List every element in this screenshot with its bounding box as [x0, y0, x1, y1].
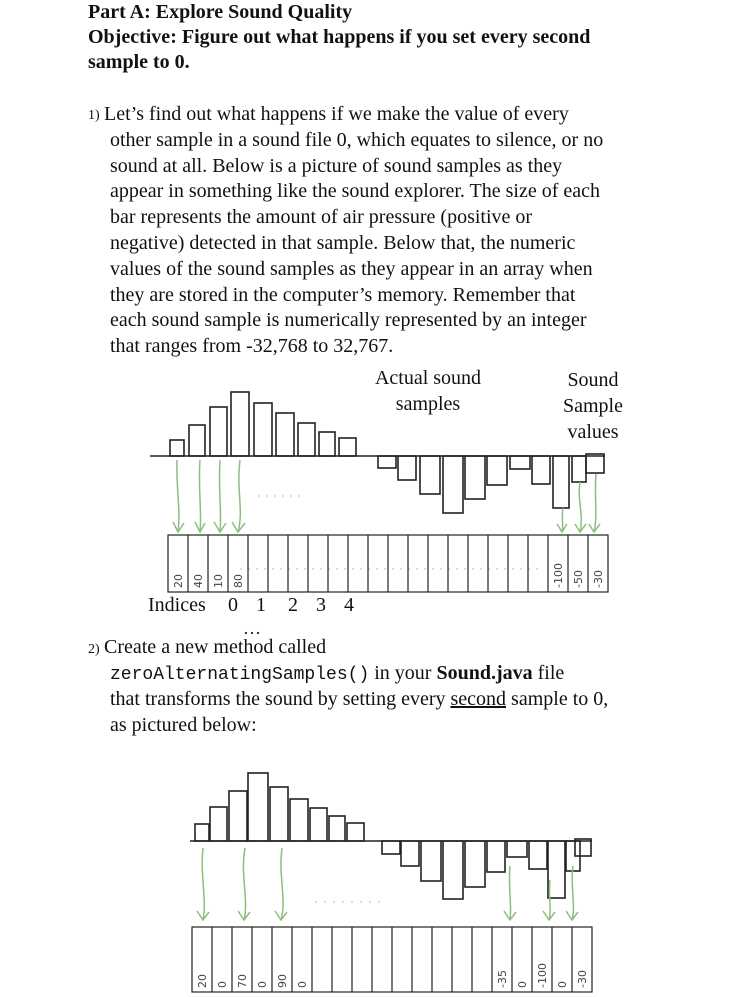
- sample-bar: [382, 841, 400, 854]
- sample-value: -35: [496, 970, 509, 988]
- sample-bar: [443, 456, 463, 513]
- step2-number: 2): [88, 642, 100, 657]
- sample-bar: [572, 456, 586, 482]
- sample-bar: [170, 440, 184, 456]
- sound-samples-figure-2: [0, 760, 750, 997]
- sample-value: -100: [552, 563, 565, 588]
- arrowhead: [566, 911, 578, 920]
- sample-bar: [510, 456, 530, 469]
- sample-bar: [195, 824, 209, 841]
- index-0: 0: [228, 594, 238, 616]
- indices-ellipsis: …: [243, 618, 261, 638]
- sample-bar: [378, 456, 396, 468]
- sound-samples-figure-1: [0, 380, 750, 600]
- sample-bar: [347, 823, 364, 841]
- sample-value: 10: [212, 574, 225, 588]
- step1-body: [110, 128, 710, 360]
- arrow: [243, 848, 245, 920]
- sample-bar: [586, 454, 604, 473]
- sample-bar: [553, 456, 569, 508]
- sample-bar: [290, 799, 308, 841]
- sample-value: 0: [296, 981, 309, 988]
- sample-bar: [420, 456, 440, 494]
- sample-bar: [319, 432, 335, 456]
- arrowhead: [543, 911, 555, 920]
- sample-bar: [487, 456, 507, 485]
- arrow: [572, 866, 573, 920]
- arrow: [562, 508, 563, 532]
- step1-line: values of the sound samples as they appear in an array when: [110, 257, 593, 280]
- second-word: second: [450, 688, 507, 710]
- sample-value: 20: [172, 574, 185, 588]
- arrowhead: [238, 911, 250, 920]
- step1-line: sound at all. Below is a picture of sound samples as they: [110, 154, 563, 177]
- sample-bar: [329, 816, 345, 841]
- sample-bar: [487, 841, 505, 872]
- objective-line-2: sample to 0.: [88, 51, 190, 73]
- sample-bar: [270, 787, 288, 841]
- sample-bar: [548, 841, 565, 898]
- sample-array: [192, 927, 592, 992]
- arrow: [281, 848, 283, 920]
- sample-value: 40: [192, 574, 205, 588]
- sample-value: 80: [232, 574, 245, 588]
- arrow: [509, 866, 510, 920]
- method-name: zeroAlternatingSamples(): [110, 665, 370, 685]
- step2-paragraph: [88, 640, 100, 658]
- step1-line: negative) detected in that sample. Below that, the numeric: [110, 231, 576, 254]
- objective-line-1: Objective: Figure out what happens if you set every second: [88, 26, 591, 48]
- sample-bar: [231, 392, 249, 456]
- arrow: [202, 848, 204, 920]
- sample-bar: [443, 841, 463, 899]
- step1-line: appear in something like the sound explorer. The size of each: [110, 180, 601, 203]
- sample-bar: [401, 841, 419, 866]
- step1-paragraph: [88, 106, 100, 124]
- step1-line: that ranges from -32,768 to 32,767.: [110, 335, 394, 358]
- sample-bar: [298, 423, 315, 456]
- section-title: Part A: Explore Sound Quality: [88, 1, 353, 23]
- step1-text: [104, 102, 704, 128]
- arrow: [594, 474, 596, 532]
- sample-value: 90: [276, 974, 289, 988]
- sample-value: 0: [516, 981, 529, 988]
- sample-value: -50: [572, 570, 585, 588]
- index-3: 3: [316, 594, 326, 616]
- index-4: 4: [344, 594, 354, 616]
- sample-value: -30: [592, 570, 605, 588]
- sample-bar: [210, 407, 227, 456]
- sample-bar: [421, 841, 441, 881]
- sample-values-label: Sound Sample values: [563, 369, 623, 443]
- arrowhead: [275, 911, 287, 920]
- arrow: [579, 482, 581, 532]
- sample-value: 0: [216, 981, 229, 988]
- sample-bar: [248, 773, 268, 841]
- arrow: [199, 460, 200, 532]
- sample-bar: [276, 413, 294, 456]
- sample-bar: [310, 808, 327, 841]
- step1-line: other sample in a sound file 0, which equates to silence, or no: [110, 128, 604, 151]
- sample-value: 20: [196, 974, 209, 988]
- sample-bar: [529, 841, 547, 869]
- sample-bar: [339, 438, 356, 456]
- sample-bar: [507, 841, 527, 857]
- file-name: Sound.java: [436, 662, 533, 684]
- step2-line2: zeroAlternatingSamples() in your Sound.java file: [110, 662, 565, 685]
- actual-samples-label: Actual sound samples: [374, 367, 482, 415]
- step2-line4: as pictured below:: [110, 714, 257, 736]
- sample-bar: [465, 456, 485, 499]
- arrow: [219, 460, 220, 532]
- index-2: 2: [288, 594, 298, 616]
- index-1: 1: [256, 594, 266, 616]
- arrow: [549, 880, 550, 920]
- sample-bar: [189, 425, 205, 456]
- step1-number: 1): [88, 108, 100, 123]
- step1-line: bar represents the amount of air pressure (positive or: [110, 206, 533, 229]
- arrow: [238, 460, 240, 532]
- sample-bar: [229, 791, 247, 841]
- sample-bar: [398, 456, 416, 480]
- sample-value: 70: [236, 974, 249, 988]
- indices-label: Indices: [148, 594, 206, 616]
- sample-value: -100: [536, 963, 549, 988]
- step2-line1: Create a new method called: [104, 636, 327, 658]
- step2-line3: that transforms the sound by setting every second sample to 0,: [110, 688, 609, 710]
- sample-value: 0: [256, 981, 269, 988]
- arrow: [177, 460, 179, 532]
- sample-value: -30: [576, 970, 589, 988]
- sample-bar: [254, 403, 272, 456]
- sample-value: 0: [556, 981, 569, 988]
- step1-line: they are stored in the computer’s memory. Remember that: [110, 283, 576, 306]
- step1-line: Let’s find out what happens if we make the value of every: [104, 103, 569, 125]
- step1-line: each sound sample is numerically represented by an integer: [110, 309, 587, 332]
- sample-bar: [532, 456, 550, 484]
- sample-bar: [210, 807, 227, 841]
- sample-bar: [465, 841, 485, 887]
